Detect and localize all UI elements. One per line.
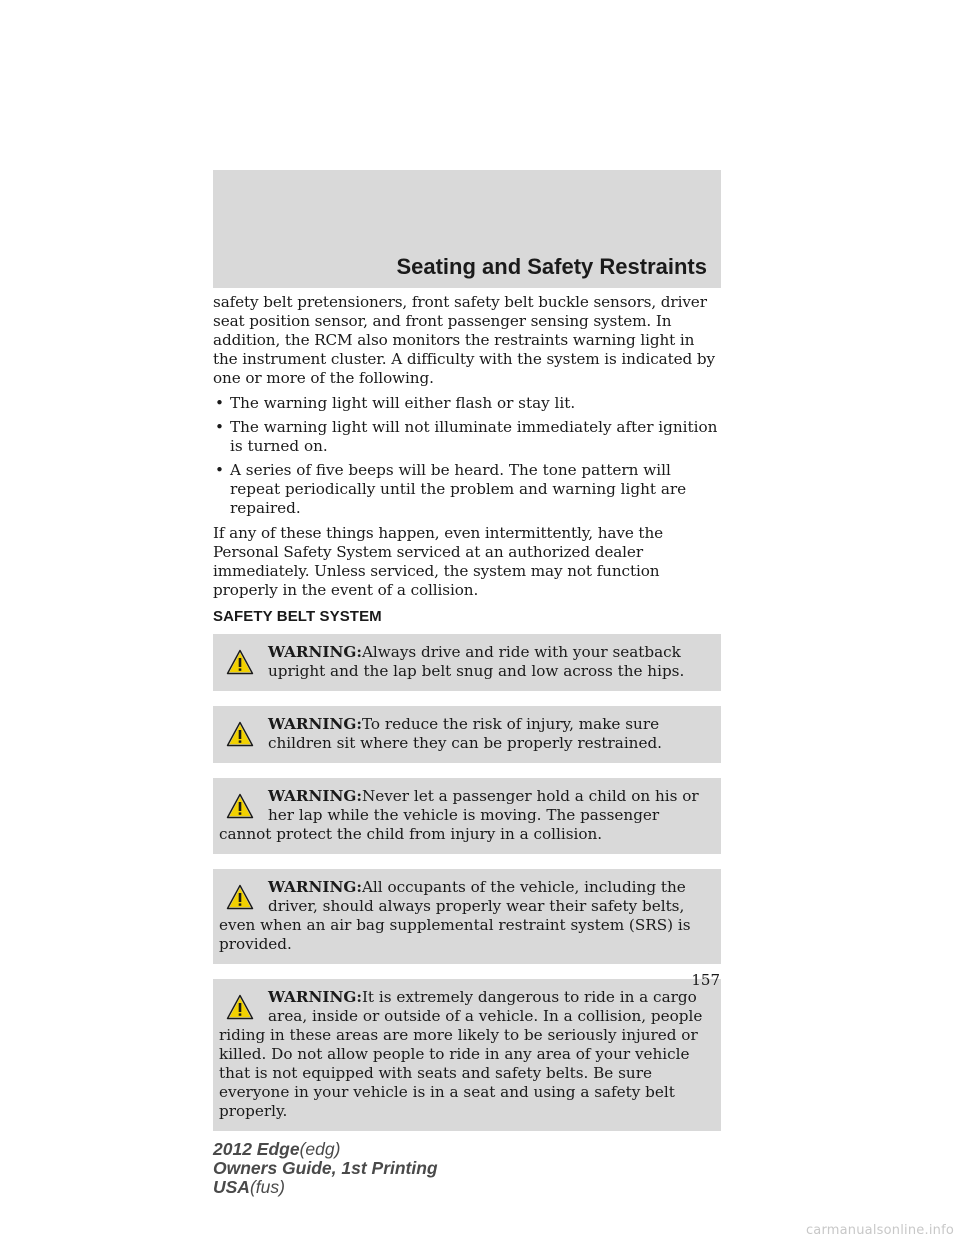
list-item-text: The warning light will either flash or stay lit. [230,394,576,412]
footer-line-market [213,1178,438,1197]
watermark-link[interactable]: carmanualsonline.info [805,1223,954,1238]
footer-model: 2012 Edge [213,1139,300,1159]
warning-box [213,634,721,691]
section-heading: SAFETY BELT SYSTEM [213,608,382,625]
indicator-list [213,394,721,518]
list-item [213,461,721,518]
warning-label: WARNING: [268,715,362,733]
warning-text: All occupants of the vehicle, including the driver, should always properly wear their safety belts, even when an air bag supplemental restraint system (SRS) is provided. [219,878,691,953]
document-footer [213,1140,438,1197]
footer-model-code: (edg) [299,1139,341,1159]
list-item-text: A series of five beeps will be heard. The tone pattern will repeat periodically until the problem and warning light are repaired. [230,461,687,517]
section-header-band [213,170,721,288]
bullet-icon: • [215,394,224,412]
warning-text: Never let a passenger hold a child on his or her lap while the vehicle is moving. The passenger cannot protect the child from injury in a collision. [219,787,699,843]
warning-text: It is extremely dangerous to ride in a cargo area, inside or outside of a vehicle. In a collision, people riding in these areas are more likely to be seriously injured or killed. Do not allow people to ride in any area of your vehicle that is not equipped with seats and safety belts. Be sure everyone in your vehicle is in a seat and using a safety belt properly. [219,988,703,1120]
warning-box [213,869,721,964]
warning-label: WARNING: [268,787,362,805]
warning-triangle-icon [226,649,254,675]
service-paragraph: If any of these things happen, even intermittently, have the Personal Safety System serviced at an authorized dealer immediately. Unless serviced, the system may not function properly in the event of a collision. [213,524,664,599]
warning-triangle-icon [226,994,254,1020]
warning-text: Always drive and ride with your seatback upright and the lap belt snug and low across the hips. [268,643,685,680]
warning-box [213,979,721,1131]
list-item [213,394,721,413]
warning-box [213,778,721,854]
intro-paragraph: safety belt pretensioners, front safety belt buckle sensors, driver seat position sensor, and front passenger sensing system. In addition, the RCM also monitors the restraints warning light in the instrument cluster. A difficulty with the system is indicated by one or more of the following. [213,293,715,387]
bullet-icon: • [215,418,224,436]
bullet-icon: • [215,461,224,479]
footer-line-guide: Owners Guide, 1st Printing [213,1158,438,1178]
warning-triangle-icon [226,721,254,747]
section-title: Seating and Safety Restraints [396,254,707,279]
warning-label: WARNING: [268,643,362,661]
page-number: 157 [691,971,720,989]
footer-market-code: (fus) [249,1177,285,1197]
list-item [213,418,721,456]
warning-box [213,706,721,763]
warning-label: WARNING: [268,878,362,896]
footer-line-model [213,1140,438,1159]
warning-triangle-icon [226,884,254,910]
warning-label: WARNING: [268,988,362,1006]
warning-text: To reduce the risk of injury, make sure children sit where they can be properly restrained. [268,715,662,752]
page-content [213,293,721,1146]
footer-market: USA [213,1177,250,1197]
warning-triangle-icon [226,793,254,819]
list-item-text: The warning light will not illuminate immediately after ignition is turned on. [230,418,718,455]
